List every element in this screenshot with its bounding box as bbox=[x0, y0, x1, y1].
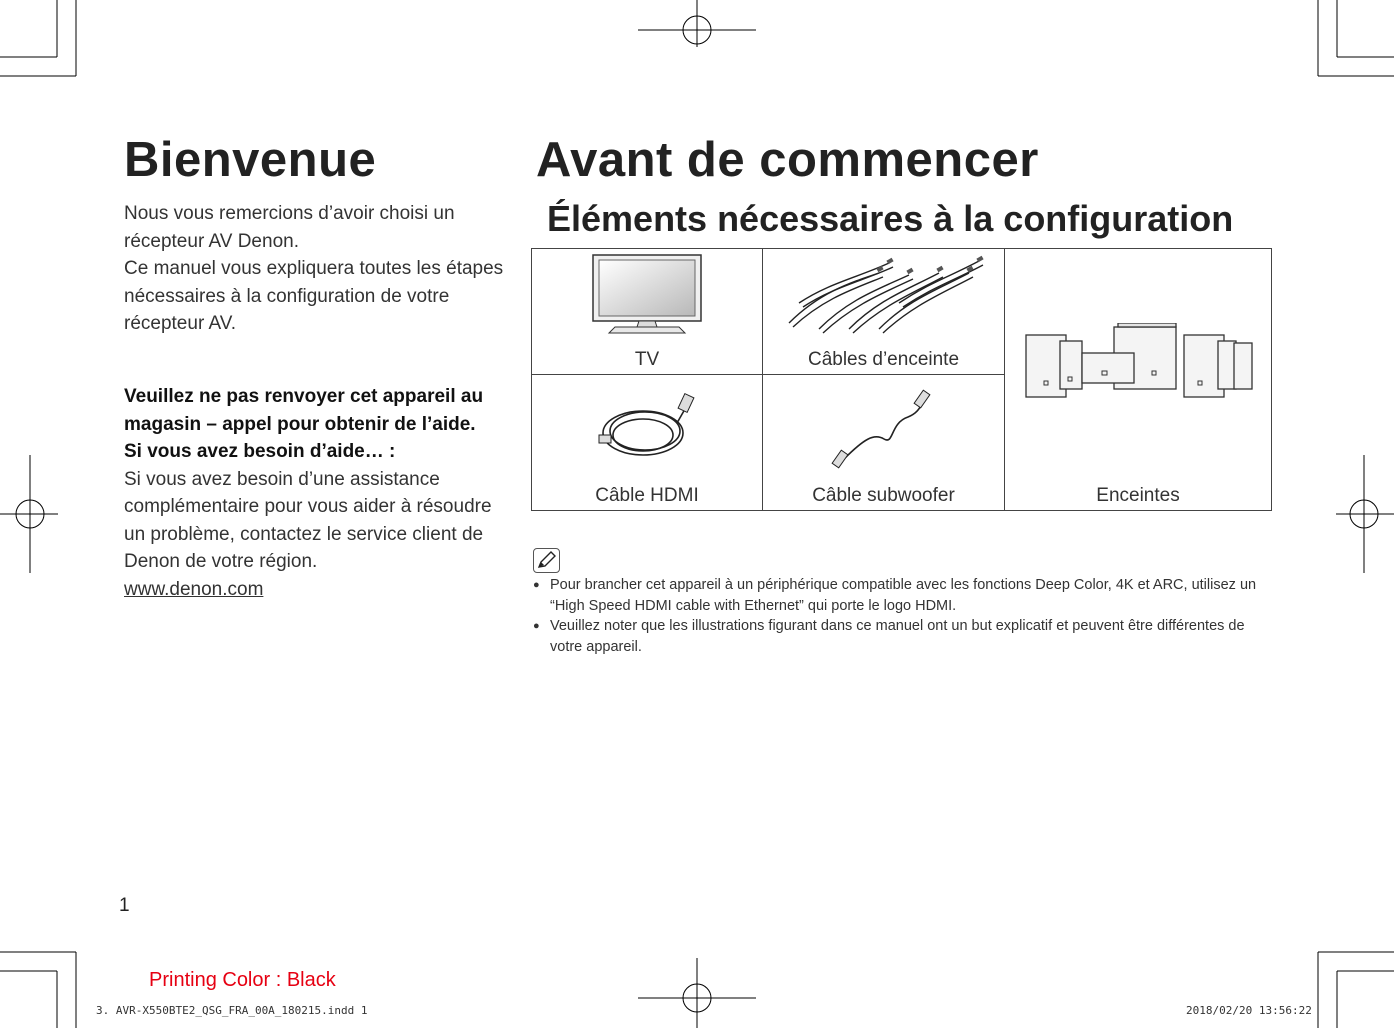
note-item: ● Pour brancher cet appareil à un périphérique compatible avec les fonctions Deep Color, 4K et ARC, utilisez un “High Speed HDMI cable with Ethernet” qui porte le logo HDMI. bbox=[531, 575, 1261, 616]
item-hdmi-cable bbox=[532, 375, 763, 511]
help-section bbox=[124, 383, 504, 603]
speakers-icon bbox=[1020, 323, 1256, 399]
subwoofer-cable-label: Câble subwoofer bbox=[812, 485, 955, 506]
print-color-label: Printing Color : Black bbox=[149, 969, 336, 991]
notes-list bbox=[531, 575, 1261, 657]
hdmi-cable-label: Câble HDMI bbox=[595, 485, 699, 506]
speaker-cables-icon bbox=[779, 253, 989, 337]
footer-datetime: 2018/02/20 13:56:22 bbox=[1186, 1004, 1312, 1017]
item-speaker-cables bbox=[763, 249, 1005, 375]
welcome-title: Bienvenue bbox=[124, 133, 377, 187]
help-heading: Si vous avez besoin d’aide… : bbox=[124, 441, 396, 462]
required-items-table bbox=[531, 248, 1272, 511]
hdmi-cable-icon bbox=[597, 387, 697, 471]
item-subwoofer-cable bbox=[763, 375, 1005, 511]
tv-icon bbox=[587, 253, 707, 337]
footer-file-name: 3. AVR-X550BTE2_QSG_FRA_00A_180215.indd 1 bbox=[96, 1004, 368, 1017]
item-tv bbox=[532, 249, 763, 375]
speakers-label: Enceintes bbox=[1096, 485, 1180, 506]
section-title: Avant de commencer bbox=[536, 133, 1039, 187]
tv-label: TV bbox=[634, 349, 660, 370]
welcome-intro bbox=[124, 200, 504, 338]
required-items-title: Éléments nécessaires à la configuration bbox=[547, 198, 1234, 239]
speaker-cables-label: Câbles d’enceinte bbox=[807, 349, 960, 370]
intro-paragraph-1: Nous vous remercions d’avoir choisi un récepteur AV Denon. bbox=[124, 203, 455, 252]
warning-text: Veuillez ne pas renvoyer cet appareil au magasin – appel pour obtenir de l’aide. bbox=[124, 386, 484, 435]
note-item: ● Veuillez noter que les illustrations figurant dans ce manuel ont un but explicatif et peuvent être différentes de votre appareil. bbox=[531, 616, 1261, 657]
help-text: Si vous avez besoin d’une assistance complémentaire pour vous aider à résoudre un problème, contactez le service client de Denon de votre région. bbox=[124, 468, 492, 572]
page-number: 1 bbox=[119, 895, 130, 916]
subwoofer-cable-icon bbox=[824, 389, 944, 469]
item-speakers bbox=[1005, 249, 1272, 511]
pencil-note-icon bbox=[533, 548, 560, 573]
website-link[interactable]: www.denon.com bbox=[124, 578, 264, 600]
intro-paragraph-2: Ce manuel vous expliquera toutes les étapes nécessaires à la configuration de votre récepteur AV. bbox=[124, 258, 504, 334]
